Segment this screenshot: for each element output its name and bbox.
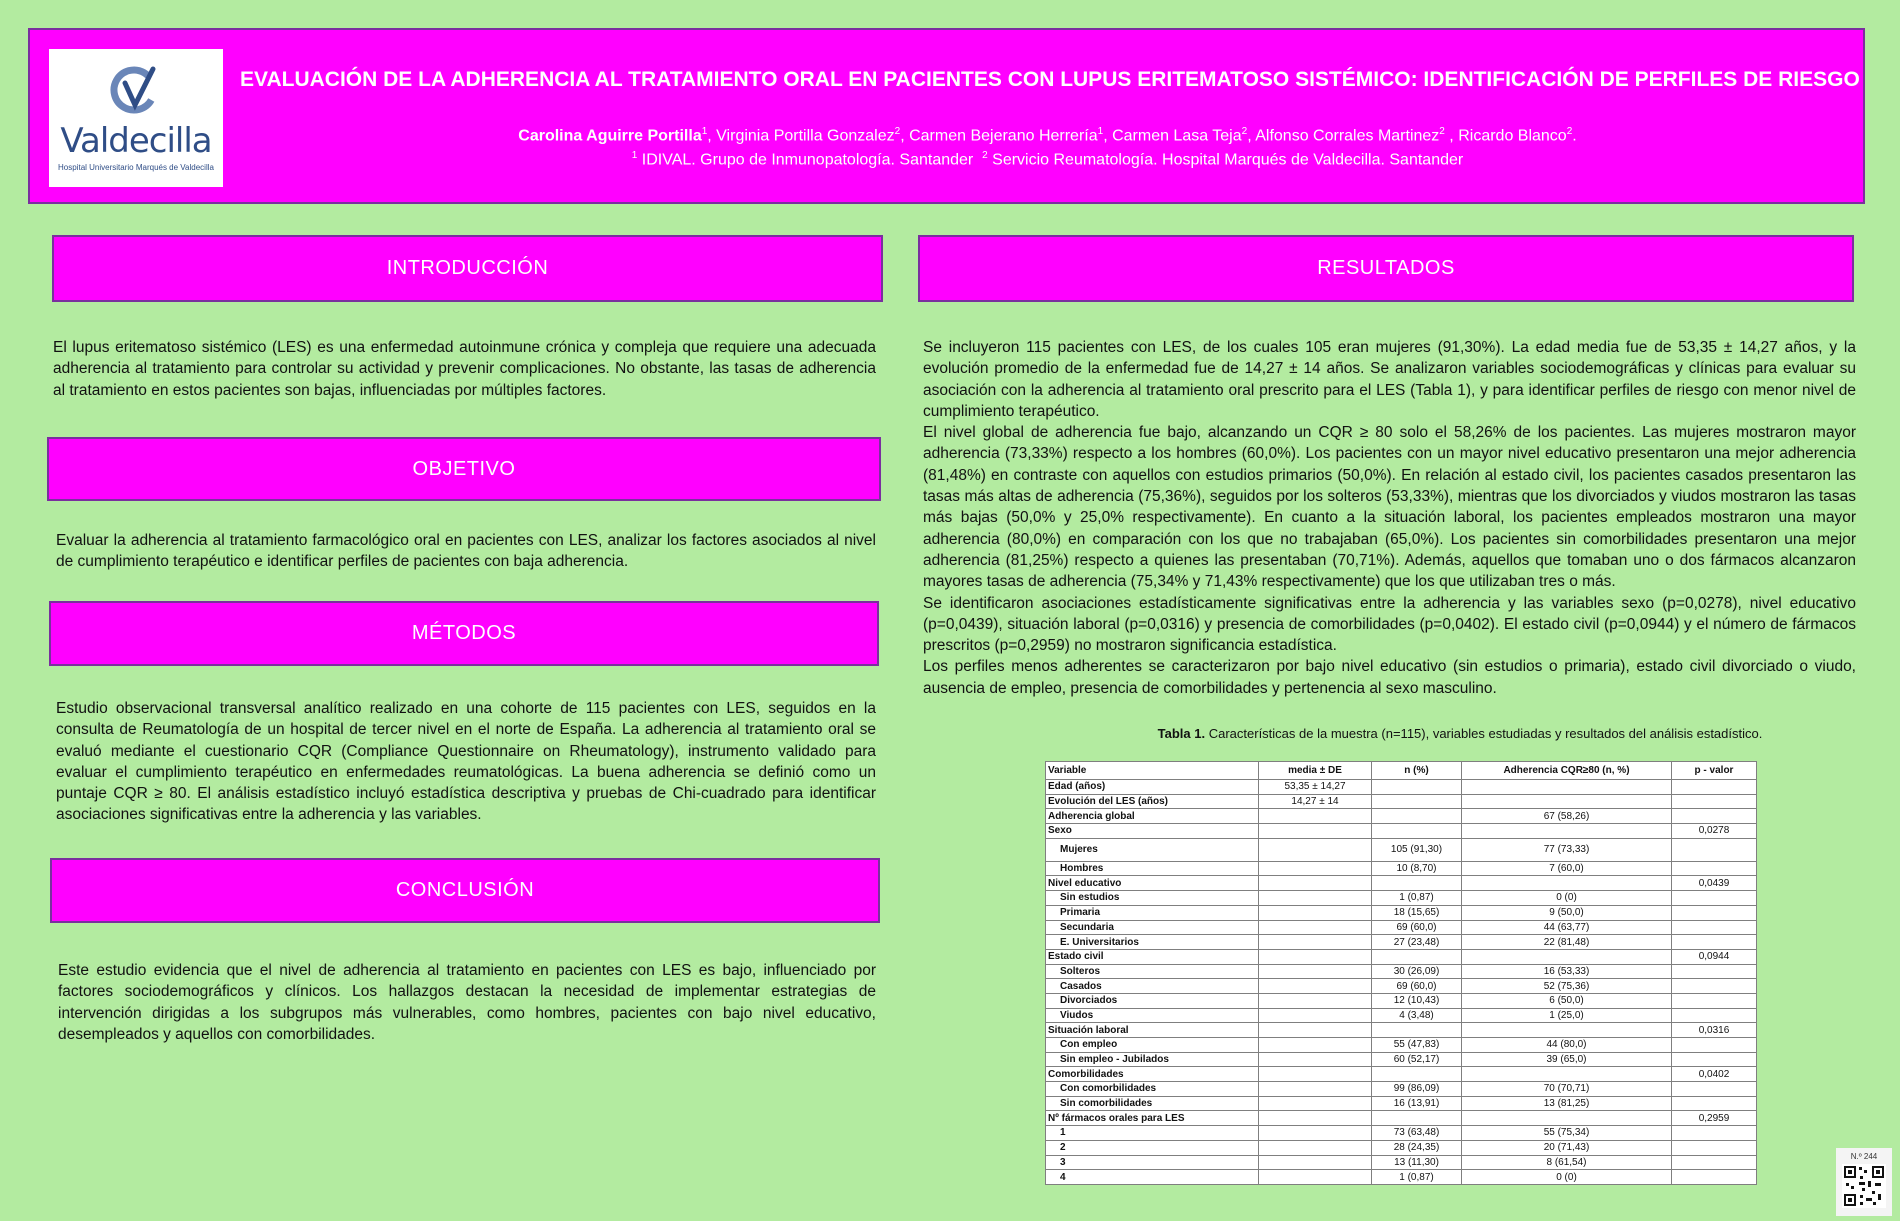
- section-header-introduccion: INTRODUCCIÓN: [52, 235, 883, 302]
- table-cell: 44 (63,77): [1462, 920, 1672, 935]
- table-cell: 73 (63,48): [1372, 1126, 1462, 1141]
- table-cell: [1259, 979, 1372, 994]
- table-cell: [1462, 876, 1672, 891]
- table-cell: [1259, 1082, 1372, 1097]
- table-cell: [1259, 1052, 1372, 1067]
- table-row: [1046, 891, 1757, 906]
- table-cell: Comorbilidades: [1046, 1067, 1259, 1082]
- table-cell: 44 (80,0): [1462, 1038, 1672, 1053]
- table-row: [1046, 1126, 1757, 1141]
- table-body: [1046, 780, 1757, 1185]
- table-row: [1046, 1082, 1757, 1097]
- objective-text: Evaluar la adherencia al tratamiento farmacológico oral en pacientes con LES, analizar los factores asociados al nivel de cumplimiento terapéutico e identificar perfiles de pacientes con baja adherencia.: [56, 532, 876, 571]
- table-cell: [1372, 780, 1462, 795]
- table-cell: [1259, 876, 1372, 891]
- table-cell: [1672, 891, 1757, 906]
- table-cell: [1259, 1126, 1372, 1141]
- table-cell: [1372, 876, 1462, 891]
- table-cell: 77 (73,33): [1462, 838, 1672, 861]
- table-cell: Con comorbilidades: [1046, 1082, 1259, 1097]
- table-cell: [1462, 1111, 1672, 1126]
- results-paragraph: Se identificaron asociaciones estadísticamente significativas entre la adherencia y las variables sexo (p=0,0278), nivel educativo (p=0,0439), situación laboral (p=0,0316) y presencia de comorbilidades (p=0,0402). El estado civil (p=0,0944) y el número de fármacos prescritos (p=0,2959) no mostraron significancia estadística.: [923, 594, 1856, 655]
- table-cell: [1259, 1170, 1372, 1185]
- table-row: [1046, 964, 1757, 979]
- table-cell: [1259, 1155, 1372, 1170]
- table-cell: Sin empleo - Jubilados: [1046, 1052, 1259, 1067]
- table-cell: 52 (75,36): [1462, 979, 1672, 994]
- table-cell: Solteros: [1046, 964, 1259, 979]
- table-cell: 55 (47,83): [1372, 1038, 1462, 1053]
- table-cell: Casados: [1046, 979, 1259, 994]
- table-cell: [1672, 1008, 1757, 1023]
- table-cell: Nivel educativo: [1046, 876, 1259, 891]
- table-cell: 8 (61,54): [1462, 1155, 1672, 1170]
- table-cell: Estado civil: [1046, 949, 1259, 964]
- author-separator: ,: [1444, 127, 1459, 145]
- table-cell: [1672, 1126, 1757, 1141]
- table-cell: [1259, 964, 1372, 979]
- table-cell: Situación laboral: [1046, 1023, 1259, 1038]
- table-cell: [1259, 1067, 1372, 1082]
- table-cell: Adherencia global: [1046, 809, 1259, 824]
- hospital-logo: [49, 49, 223, 187]
- methods-text: Estudio observacional transversal analítico realizado en una cohorte de 115 pacientes con LES, seguidos en la consulta de Reumatología de un hospital de tercer nivel en el norte de España. La adherencia al tratamiento oral se evaluó mediante el cuestionario CQR (Compliance Questionnaire on Rheumatology), instrumento validado para evaluar el cumplimiento terapéutico en enfermedades reumatológicas. La buena adherencia se definió como un puntaje CQR ≥ 80. El análisis estadístico incluyó estadística descriptiva y pruebas de Chi-cuadrado para identificar asociaciones significativas entre la adherencia y las variables.: [56, 700, 876, 824]
- table-cell: [1372, 809, 1462, 824]
- table-header-row: [1046, 762, 1757, 780]
- table-cell: [1259, 861, 1372, 876]
- table-cell: Viudos: [1046, 1008, 1259, 1023]
- table-cell: [1672, 861, 1757, 876]
- table-cell: [1672, 1140, 1757, 1155]
- table-cell: [1462, 780, 1672, 795]
- table-cell: [1672, 905, 1757, 920]
- table-cell: Sexo: [1046, 824, 1259, 839]
- table-cell: 0,0316: [1672, 1023, 1757, 1038]
- table-cell: 7 (60,0): [1462, 861, 1672, 876]
- table-cell: E. Universitarios: [1046, 935, 1259, 950]
- table-cell: [1259, 905, 1372, 920]
- table-cell: [1259, 935, 1372, 950]
- table-cell: 0,0439: [1672, 876, 1757, 891]
- table-row: [1046, 1155, 1757, 1170]
- section-header-conclusion: CONCLUSIÓN: [50, 858, 880, 923]
- table-cell: 22 (81,48): [1462, 935, 1672, 950]
- table-row: [1046, 861, 1757, 876]
- table-cell: Evolución del LES (años): [1046, 794, 1259, 809]
- table-cell: [1672, 979, 1757, 994]
- table-cell: Hombres: [1046, 861, 1259, 876]
- results-paragraph: Se incluyeron 115 pacientes con LES, de los cuales 105 eran mujeres (91,30%). La edad media fue de 53,35 ± 14,27 años, y la evolución promedio de la enfermedad fue de 14,27 ± 14 años. Se analizaron variables sociodemográficas y clínicas para evaluar su asociación con la adherencia al tratamiento oral prescrito para el LES (Tabla 1), y para identificar perfiles de riesgo con menor nivel de cumplimiento terapéutico.: [923, 339, 1856, 420]
- table-row: [1046, 935, 1757, 950]
- table-row: [1046, 1052, 1757, 1067]
- table-cell: 30 (26,09): [1372, 964, 1462, 979]
- table-cell: 4 (3,48): [1372, 1008, 1462, 1023]
- section-header-objetivo: OBJETIVO: [47, 437, 881, 501]
- table-row: [1046, 838, 1757, 861]
- table-cell: 39 (65,0): [1462, 1052, 1672, 1067]
- table-cell: 1 (0,87): [1372, 1170, 1462, 1185]
- results-text: [923, 337, 1856, 699]
- table-cell: 69 (60,0): [1372, 920, 1462, 935]
- affiliation-mark: 1: [631, 150, 638, 161]
- conclusion-text: Este estudio evidencia que el nivel de adherencia al tratamiento en pacientes con LES es bajo, influenciado por factores sociodemográficos y clínicos. Los hallazgos destacan la necesidad de implementar estrategias de intervención dirigidas a los subgrupos más vulnerables, como hombres, pacientes con bajo nivel educativo, desempleados y aquellos con comorbilidades.: [58, 962, 876, 1043]
- table-cell: [1372, 824, 1462, 839]
- table-row: [1046, 809, 1757, 824]
- table-cell: [1462, 949, 1672, 964]
- table-cell: [1462, 1023, 1672, 1038]
- author-affiliation-mark: 2: [894, 126, 901, 137]
- author-name: Carmen Lasa Teja: [1112, 127, 1242, 145]
- table-cell: [1672, 1052, 1757, 1067]
- table-cell: 60 (52,17): [1372, 1052, 1462, 1067]
- table-cell: [1259, 920, 1372, 935]
- intro-text: El lupus eritematoso sistémico (LES) es una enfermedad autoinmune crónica y compleja que requiere una adecuada adherencia al tratamiento para controlar su actividad y prevenir complicaciones. No obstante, las tasas de adherencia al tratamiento en estos pacientes son bajas, influenciadas por múltiples factores.: [53, 339, 876, 399]
- table-cell: 53,35 ± 14,27: [1259, 780, 1372, 795]
- table-cell: 13 (81,25): [1462, 1096, 1672, 1111]
- results-paragraph: Los perfiles menos adherentes se caracterizaron por bajo nivel educativo (sin estudios o primaria), estado civil divorciado o viudo, ausencia de empleo, presencia de comorbilidades y pertenencia al sexo masculino.: [923, 658, 1856, 697]
- table-cell: 69 (60,0): [1372, 979, 1462, 994]
- table-cell: Con empleo: [1046, 1038, 1259, 1053]
- author-separator: ,: [1247, 127, 1256, 145]
- table-cell: [1462, 1067, 1672, 1082]
- poster-title: EVALUACIÓN DE LA ADHERENCIA AL TRATAMIENTO ORAL EN PACIENTES CON LUPUS ERITEMATOSO SISTÉMICO: IDENTIFICACIÓN DE PERFILES DE RIESGO: [240, 68, 1860, 91]
- table-cell: [1462, 824, 1672, 839]
- table-cell: [1259, 891, 1372, 906]
- table-caption-label: Tabla 1.: [1157, 726, 1206, 741]
- author-name: Ricardo Blanco: [1458, 127, 1567, 145]
- table-cell: 18 (15,65): [1372, 905, 1462, 920]
- table-row: [1046, 1170, 1757, 1185]
- table-cell: 1: [1046, 1126, 1259, 1141]
- table-cell: 1 (0,87): [1372, 891, 1462, 906]
- affiliations: [240, 150, 1855, 169]
- table-row: [1046, 949, 1757, 964]
- table-cell: Nº fármacos orales para LES: [1046, 1111, 1259, 1126]
- author-separator: ,: [707, 127, 717, 145]
- table-cell: [1672, 935, 1757, 950]
- affiliation-text: IDIVAL. Grupo de Inmunopatología. Santander: [637, 151, 983, 169]
- table-cell: 2: [1046, 1140, 1259, 1155]
- author-affiliation-mark: 1: [1097, 126, 1104, 137]
- table-cell: 20 (71,43): [1462, 1140, 1672, 1155]
- author-name: Carolina Aguirre Portilla: [518, 127, 702, 145]
- table-cell: 3: [1046, 1155, 1259, 1170]
- table-cell: [1259, 824, 1372, 839]
- section-header-resultados: RESULTADOS: [918, 235, 1854, 302]
- table-cell: [1259, 1111, 1372, 1126]
- table-cell: [1672, 1082, 1757, 1097]
- qr-code-icon: [1842, 1164, 1886, 1208]
- table-cell: [1259, 1008, 1372, 1023]
- affiliation-mark: 2: [982, 150, 988, 161]
- table-cell: 0 (0): [1462, 891, 1672, 906]
- table-cell: [1672, 1155, 1757, 1170]
- author-name: Alfonso Corrales Martinez: [1255, 127, 1440, 145]
- table-row: [1046, 979, 1757, 994]
- author-affiliation-mark: 2: [1241, 126, 1248, 137]
- author-separator: ,: [1103, 127, 1113, 145]
- table-row: [1046, 920, 1757, 935]
- poster-number: N.º 244: [1850, 1152, 1878, 1161]
- valdecilla-emblem-icon: [107, 61, 165, 119]
- table-cell: 1 (25,0): [1462, 1008, 1672, 1023]
- logo-wordmark: Valdecilla: [60, 121, 212, 161]
- column-header: p - valor: [1672, 762, 1757, 780]
- table-cell: [1462, 794, 1672, 809]
- table-cell: [1259, 949, 1372, 964]
- table-cell: Sin estudios: [1046, 891, 1259, 906]
- section-header-metodos: MÉTODOS: [49, 601, 879, 666]
- author-separator: .: [1572, 127, 1577, 145]
- author-affiliation-mark: 1: [701, 126, 708, 137]
- table-cell: [1259, 1096, 1372, 1111]
- table-row: [1046, 876, 1757, 891]
- table-row: [1046, 1038, 1757, 1053]
- table-cell: [1372, 794, 1462, 809]
- column-header: Variable: [1046, 762, 1259, 780]
- table-cell: 14,27 ± 14: [1259, 794, 1372, 809]
- table-cell: [1259, 838, 1372, 861]
- table-cell: 0,0402: [1672, 1067, 1757, 1082]
- table-cell: 6 (50,0): [1462, 993, 1672, 1008]
- table-cell: [1672, 964, 1757, 979]
- author-separator: ,: [900, 127, 910, 145]
- table-row: [1046, 1096, 1757, 1111]
- table-cell: [1259, 1038, 1372, 1053]
- column-header: Adherencia CQR≥80 (n, %): [1462, 762, 1672, 780]
- logo-subtext: Hospital Universitario Marqués de Valdecilla: [58, 163, 214, 172]
- table-row: [1046, 905, 1757, 920]
- table-cell: Secundaria: [1046, 920, 1259, 935]
- table-cell: [1259, 1023, 1372, 1038]
- affiliation-text: Servicio Reumatología. Hospital Marqués de Valdecilla. Santander: [987, 151, 1464, 169]
- table-row: [1046, 993, 1757, 1008]
- table-cell: [1372, 1111, 1462, 1126]
- table-cell: [1259, 1140, 1372, 1155]
- table-cell: [1259, 993, 1372, 1008]
- table-cell: 27 (23,48): [1372, 935, 1462, 950]
- table-cell: [1672, 1038, 1757, 1053]
- column-header: n (%): [1372, 762, 1462, 780]
- table-cell: 0,2959: [1672, 1111, 1757, 1126]
- column-header: media ± DE: [1259, 762, 1372, 780]
- table-cell: 0,0278: [1672, 824, 1757, 839]
- author-affiliation-mark: 2: [1439, 126, 1445, 137]
- table-cell: 0,0944: [1672, 949, 1757, 964]
- table-cell: 9 (50,0): [1462, 905, 1672, 920]
- table-cell: 99 (86,09): [1372, 1082, 1462, 1097]
- table-cell: 0 (0): [1462, 1170, 1672, 1185]
- table-cell: 12 (10,43): [1372, 993, 1462, 1008]
- table-cell: 28 (24,35): [1372, 1140, 1462, 1155]
- table-row: [1046, 1140, 1757, 1155]
- table-cell: 55 (75,34): [1462, 1126, 1672, 1141]
- table-cell: 4: [1046, 1170, 1259, 1185]
- table-cell: [1672, 780, 1757, 795]
- author-list: [240, 126, 1855, 145]
- table-cell: 67 (58,26): [1462, 809, 1672, 824]
- table-row: [1046, 824, 1757, 839]
- table-cell: [1672, 1170, 1757, 1185]
- table-cell: Sin comorbilidades: [1046, 1096, 1259, 1111]
- table-row: [1046, 1023, 1757, 1038]
- table-caption-text: Características de la muestra (n=115), variables estudiadas y resultados del análisis estadístico.: [1205, 726, 1763, 741]
- table-caption: [1045, 726, 1875, 741]
- table-cell: [1672, 993, 1757, 1008]
- table-row: [1046, 794, 1757, 809]
- table-row: [1046, 780, 1757, 795]
- table-cell: [1259, 809, 1372, 824]
- table-row: [1046, 1008, 1757, 1023]
- table-cell: [1672, 838, 1757, 861]
- table-cell: [1672, 809, 1757, 824]
- table-cell: Mujeres: [1046, 838, 1259, 861]
- table-cell: Divorciados: [1046, 993, 1259, 1008]
- table-cell: 16 (53,33): [1462, 964, 1672, 979]
- table-cell: [1672, 920, 1757, 935]
- table-cell: 105 (91,30): [1372, 838, 1462, 861]
- table-cell: Edad (años): [1046, 780, 1259, 795]
- table-cell: [1372, 949, 1462, 964]
- table-cell: [1372, 1023, 1462, 1038]
- table-cell: 70 (70,71): [1462, 1082, 1672, 1097]
- table-cell: [1672, 1096, 1757, 1111]
- table-cell: 13 (11,30): [1372, 1155, 1462, 1170]
- table-cell: [1372, 1067, 1462, 1082]
- table-cell: 16 (13,91): [1372, 1096, 1462, 1111]
- table-cell: [1672, 794, 1757, 809]
- table-cell: Primaria: [1046, 905, 1259, 920]
- poster-header: [28, 28, 1865, 204]
- qr-code-badge[interactable]: [1836, 1148, 1892, 1216]
- table-row: [1046, 1067, 1757, 1082]
- table-cell: 10 (8,70): [1372, 861, 1462, 876]
- results-paragraph: El nivel global de adherencia fue bajo, alcanzando un CQR ≥ 80 solo el 58,26% de los pacientes. Las mujeres mostraron mayor adherencia (73,33%) respecto a los hombres (60,0%). Los pacientes con un mayor nivel educativo presentaron una mejor adherencia (81,48%) en contraste con aquellos con estudios primarios (50,0%). En relación al estado civil, los pacientes casados presentaron las tasas más altas de adherencia (75,36%), seguidos por los solteros (53,33%), mientras que los divorciados y viudos mostraron las tasas más bajas (50,0% y 25,0% respectivamente). En cuanto a la situación laboral, los pacientes empleados mostraron una mayor adherencia (80,0%) en comparación con los que no trabajaban (65,0%). Los pacientes sin comorbilidades presentaron una mejor adherencia (81,25%) respecto a quienes las presentaban (70,71%). Además, aquellos que tomaban uno o dos fármacos alcanzaron mayores tasas de adherencia (75,34% y 71,43% respectivamente) que los que utilizaban tres o más.: [923, 424, 1856, 591]
- author-name: Carmen Bejerano Herrería: [909, 127, 1098, 145]
- table-row: [1046, 1111, 1757, 1126]
- author-affiliation-mark: 2: [1566, 126, 1573, 137]
- author-name: Virginia Portilla Gonzalez: [716, 127, 895, 145]
- results-table: [1045, 761, 1757, 1185]
